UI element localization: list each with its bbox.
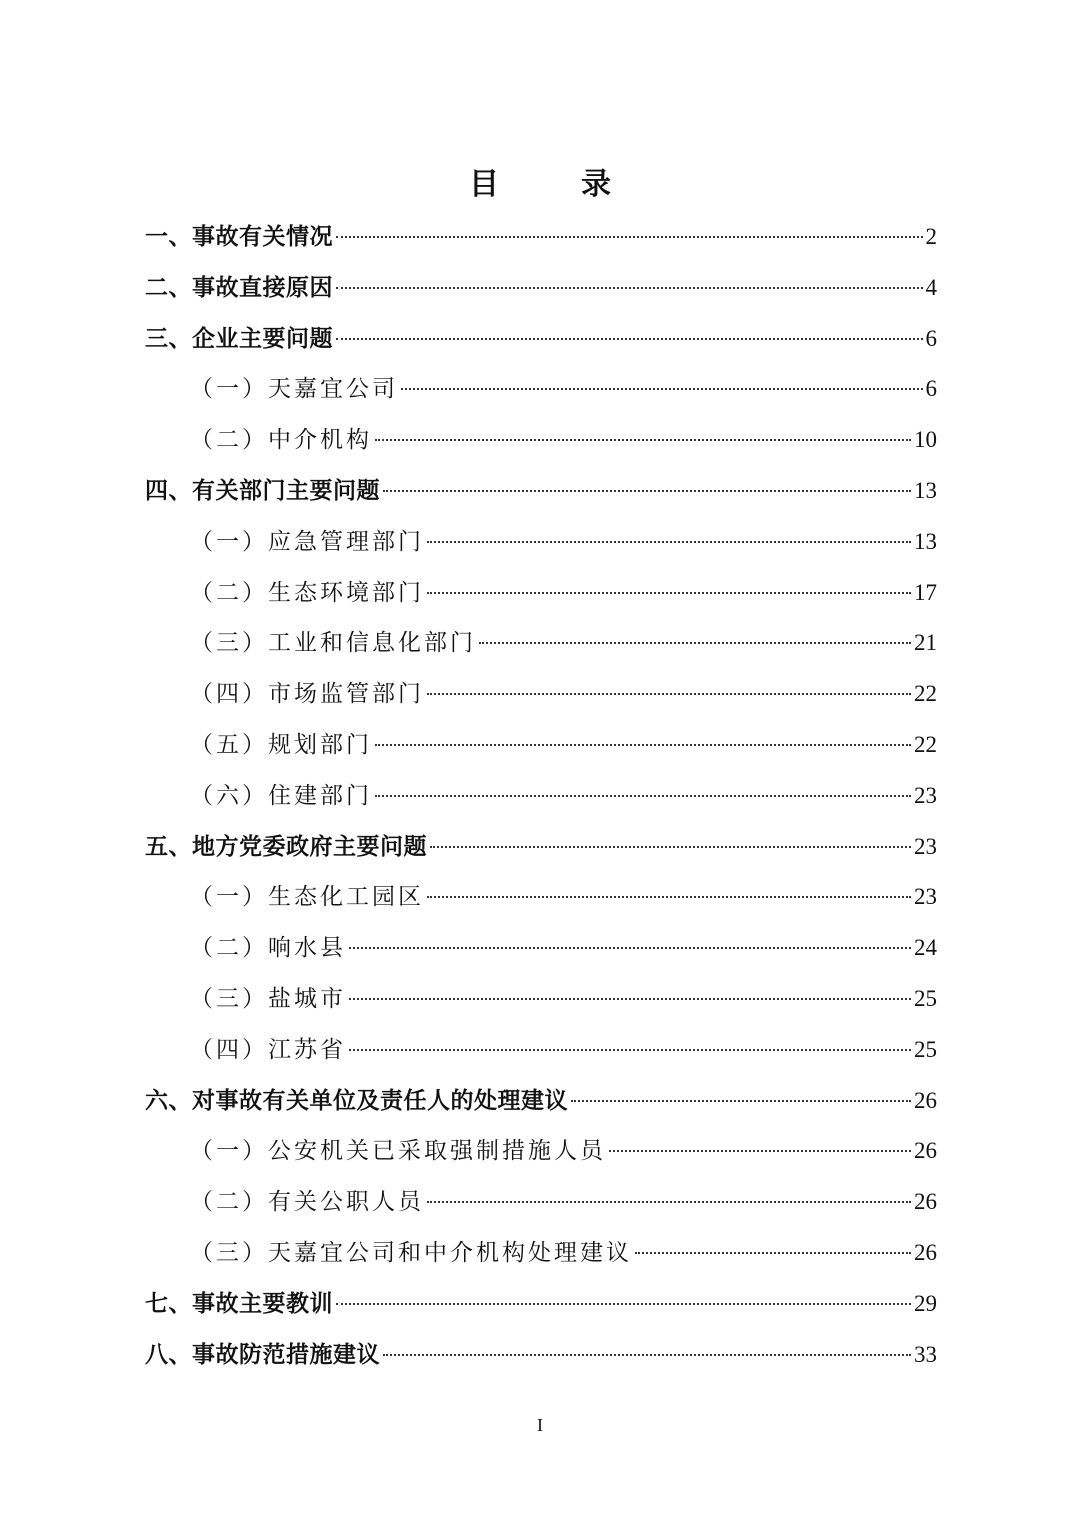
- toc-entry-page-number: 33: [914, 1341, 937, 1367]
- footer-page-number: I: [537, 1415, 543, 1435]
- toc-entry-page-number: 25: [914, 1036, 937, 1062]
- toc-entry[interactable]: [145, 314, 937, 365]
- toc-entry-label: 六、对事故有关单位及责任人的处理建议: [145, 1087, 568, 1114]
- toc-entry-page-number: 22: [914, 731, 937, 757]
- toc-entry[interactable]: [145, 1330, 937, 1381]
- toc-dot-leader: [349, 1049, 911, 1051]
- toc-entry[interactable]: [145, 669, 937, 720]
- toc-entry[interactable]: [145, 212, 937, 263]
- toc-dot-leader: [609, 1150, 911, 1152]
- toc-entry-page-number: 23: [914, 884, 937, 910]
- toc-entry-page-number: 6: [925, 325, 937, 351]
- toc-entry[interactable]: [145, 1279, 937, 1330]
- toc-entry-label: （二）响水县: [190, 935, 346, 962]
- toc-entry-page-number: 21: [914, 630, 937, 656]
- toc-entry[interactable]: [145, 923, 937, 974]
- toc-entry[interactable]: [145, 263, 937, 314]
- toc-entry[interactable]: [145, 1076, 937, 1127]
- toc-entry-label: （一）应急管理部门: [190, 528, 424, 555]
- toc-dot-leader: [571, 1100, 911, 1102]
- toc-entry[interactable]: [145, 1177, 937, 1228]
- toc-dot-leader: [375, 439, 911, 441]
- toc-entry[interactable]: [145, 720, 937, 771]
- toc-entry-label: （四）市场监管部门: [190, 681, 424, 708]
- toc-entry-label: （二）中介机构: [190, 427, 372, 454]
- toc-entry[interactable]: [145, 1126, 937, 1177]
- toc-entry-page-number: 26: [914, 1189, 937, 1215]
- toc-entry-page-number: 13: [914, 528, 937, 554]
- toc-dot-leader: [336, 338, 923, 340]
- toc-dot-leader: [427, 541, 911, 543]
- toc-dot-leader: [336, 287, 923, 289]
- toc-dot-leader: [336, 1303, 911, 1305]
- toc-entry-label: （三）天嘉宜公司和中介机构处理建议: [190, 1239, 632, 1266]
- toc-dot-leader: [427, 896, 911, 898]
- toc-entry-label: （三）盐城市: [190, 985, 346, 1012]
- toc-entry-label: （一）公安机关已采取强制措施人员: [190, 1138, 606, 1165]
- toc-entry-page-number: 26: [914, 1087, 937, 1113]
- toc-dot-leader: [375, 795, 911, 797]
- toc-entry-page-number: 24: [914, 935, 937, 961]
- toc-entry-label: （二）生态环境部门: [190, 579, 424, 606]
- toc-dot-leader: [427, 1201, 911, 1203]
- toc-dot-leader: [349, 947, 911, 949]
- toc-entry[interactable]: [145, 364, 937, 415]
- toc-entry[interactable]: [145, 517, 937, 568]
- toc-dot-leader: [427, 592, 911, 594]
- toc-entry-page-number: 29: [914, 1290, 937, 1316]
- toc-entry-label: （一）天嘉宜公司: [190, 376, 398, 403]
- toc-entry-page-number: 26: [914, 1138, 937, 1164]
- toc-entry[interactable]: [145, 415, 937, 466]
- toc-entry-label: 二、事故直接原因: [145, 274, 333, 301]
- toc-entry-page-number: 26: [914, 1239, 937, 1265]
- toc-entry-page-number: 22: [914, 681, 937, 707]
- toc-entry-label: （五）规划部门: [190, 731, 372, 758]
- toc-entry-label: 三、企业主要问题: [145, 325, 333, 352]
- toc-entry-label: （二）有关公职人员: [190, 1189, 424, 1216]
- toc-entry[interactable]: [145, 466, 937, 517]
- toc-entry-page-number: 10: [914, 427, 937, 453]
- toc-entry-label: （四）江苏省: [190, 1036, 346, 1063]
- toc-dot-leader: [427, 693, 911, 695]
- toc-dot-leader: [479, 642, 911, 644]
- toc-entry-label: 四、有关部门主要问题: [145, 477, 380, 504]
- toc-dot-leader: [635, 1252, 911, 1254]
- toc-list: [145, 212, 937, 1380]
- toc-dot-leader: [383, 490, 911, 492]
- toc-dot-leader: [336, 236, 923, 238]
- toc-entry[interactable]: [145, 822, 937, 873]
- toc-entry[interactable]: [145, 771, 937, 822]
- toc-entry-page-number: 6: [925, 376, 937, 402]
- toc-entry[interactable]: [145, 974, 937, 1025]
- toc-dot-leader: [401, 388, 923, 390]
- toc-dot-leader: [430, 846, 911, 848]
- toc-entry-label: （一）生态化工园区: [190, 884, 424, 911]
- toc-entry-page-number: 23: [914, 833, 937, 859]
- toc-entry-page-number: 17: [914, 579, 937, 605]
- toc-entry-label: 五、地方党委政府主要问题: [145, 833, 427, 860]
- toc-entry[interactable]: [145, 1025, 937, 1076]
- toc-entry-page-number: 13: [914, 477, 937, 503]
- toc-entry-label: 八、事故防范措施建议: [145, 1341, 380, 1368]
- toc-dot-leader: [383, 1354, 911, 1356]
- toc-entry[interactable]: [145, 618, 937, 669]
- toc-entry[interactable]: [145, 1228, 937, 1279]
- toc-title: 目 录: [469, 167, 637, 202]
- toc-entry-label: （三）工业和信息化部门: [190, 630, 476, 657]
- toc-entry-page-number: 25: [914, 985, 937, 1011]
- toc-entry-label: （六）住建部门: [190, 782, 372, 809]
- toc-entry-page-number: 2: [925, 224, 937, 249]
- toc-entry-page-number: 4: [925, 274, 937, 300]
- toc-entry-label: 一、事故有关情况: [145, 224, 333, 250]
- toc-entry[interactable]: [145, 872, 937, 923]
- toc-entry-page-number: 23: [914, 782, 937, 808]
- toc-dot-leader: [349, 998, 911, 1000]
- toc-entry-label: 七、事故主要教训: [145, 1290, 333, 1317]
- toc-dot-leader: [375, 744, 911, 746]
- toc-entry[interactable]: [145, 568, 937, 619]
